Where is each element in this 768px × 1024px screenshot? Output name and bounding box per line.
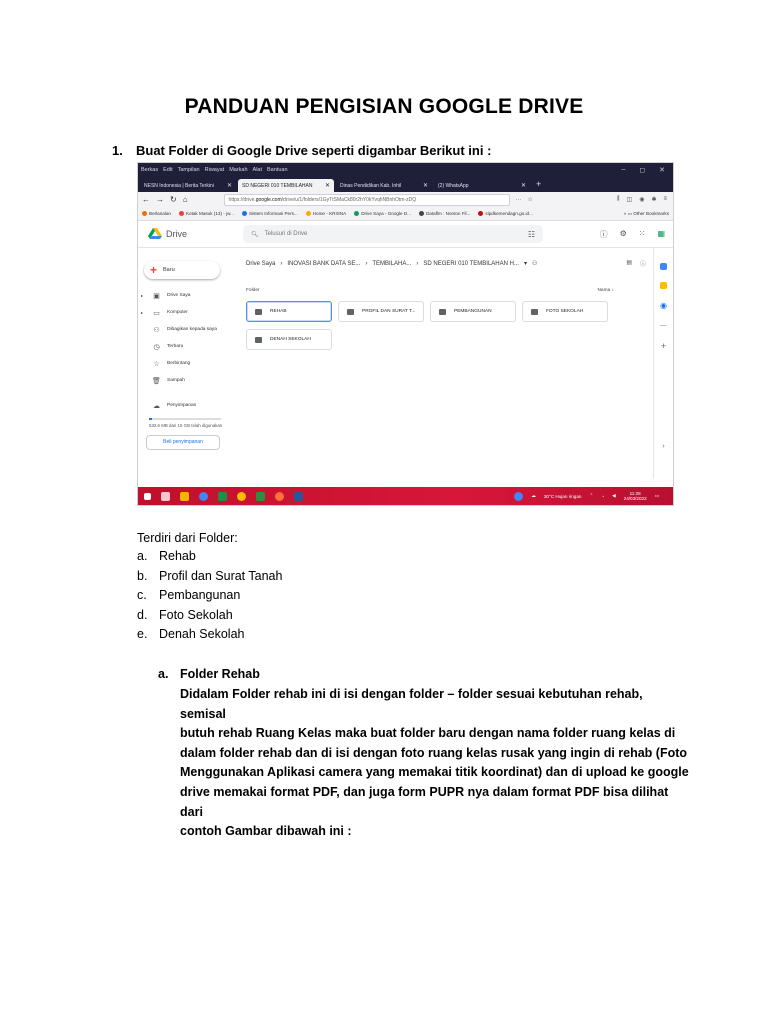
url-domain: google.com xyxy=(255,196,282,203)
breadcrumb-separator-icon: › xyxy=(416,260,419,267)
list-item-label: e. xyxy=(137,627,148,641)
menu-item[interactable]: Markah xyxy=(229,166,248,173)
drive-logo-icon xyxy=(148,228,162,240)
list-item-label: b. xyxy=(137,568,148,583)
breadcrumb-item[interactable]: TEMBILAHA... xyxy=(372,260,412,267)
breadcrumb-item[interactable]: INOVASI BANK DATA SE... xyxy=(287,260,361,267)
sidebar-item[interactable] xyxy=(138,338,233,355)
tab-label: (2) WhatsApp xyxy=(438,182,469,189)
step-1 xyxy=(112,143,491,158)
sidebar-item-label: Drive Saya xyxy=(167,293,191,298)
folder-icon xyxy=(255,337,262,343)
help-icon[interactable]: ⓘ xyxy=(599,229,608,239)
window-control-icon[interactable]: ◻ xyxy=(639,166,646,174)
list-item xyxy=(137,586,282,606)
expand-arrow-icon[interactable]: ▸ xyxy=(141,293,144,298)
expand-panel-icon[interactable]: › xyxy=(662,443,665,450)
section-a-heading xyxy=(158,665,260,685)
drive-header xyxy=(138,221,673,248)
browser-menubar xyxy=(138,163,673,176)
bookmark-icon xyxy=(142,211,147,216)
step-text: Buat Folder di Google Drive seperti digambar Berikut ini : xyxy=(136,143,492,158)
taskbar-app-icon[interactable] xyxy=(161,492,170,501)
folder-section-label: Folder xyxy=(246,288,260,293)
bookmark-item[interactable] xyxy=(419,211,470,216)
sidebar-item-icon: ▭ xyxy=(153,309,160,317)
drive-screenshot xyxy=(137,162,674,506)
taskbar-files-icon[interactable] xyxy=(180,492,189,501)
weather-text[interactable]: 30°C Hujan ringan xyxy=(543,493,582,499)
search-placeholder: Telusuri di Drive xyxy=(264,231,308,237)
add-addon-icon[interactable]: + xyxy=(660,341,667,351)
bookmark-star-icon[interactable]: ☆ xyxy=(527,197,533,203)
settings-icon[interactable]: ⚙ xyxy=(619,228,627,238)
volume-icon[interactable]: ◀ xyxy=(612,493,616,498)
paragraph-line: Didalam Folder rehab ini di isi dengan folder – folder sesuai kebutuhan rehab, semisal xyxy=(180,687,643,721)
window-control-icon[interactable]: ✕ xyxy=(659,166,665,174)
bookmark-label: Kotak Masuk (13) - jw... xyxy=(185,210,234,216)
folder-card[interactable] xyxy=(430,301,516,322)
divider-icon: — xyxy=(660,322,667,329)
url-prefix: https://drive. xyxy=(228,196,256,203)
step-number: 1. xyxy=(112,143,123,158)
clock[interactable] xyxy=(624,491,647,502)
bookmark-item[interactable] xyxy=(142,211,171,216)
cloud-icon: ☁ xyxy=(153,402,160,410)
bookmark-list xyxy=(142,211,533,216)
section-a-title: Folder Rehab xyxy=(180,667,260,681)
windows-start-icon[interactable] xyxy=(144,493,151,500)
window-controls xyxy=(621,166,673,174)
menu-item[interactable]: Riwayat xyxy=(204,166,225,173)
bookmark-item[interactable] xyxy=(478,211,533,216)
sidebar-item-icon: 🗑 xyxy=(152,377,161,385)
tray-app-icon[interactable] xyxy=(514,492,523,501)
menu-item[interactable]: Bantuan xyxy=(267,166,288,173)
breadcrumb-item[interactable]: SD NEGERI 010 TEMBILAHAN H... xyxy=(423,260,519,267)
folder-name: REHAB xyxy=(270,309,287,314)
paragraph-line: drive memakai format PDF, dan juga form PUPR nya dalam format PDF bisa dilihat dari xyxy=(180,784,669,819)
apps-grid-icon[interactable]: ⁙ xyxy=(638,228,646,238)
taskbar-firefox-icon[interactable] xyxy=(275,492,284,501)
library-icon[interactable]: ⫼ xyxy=(616,196,620,202)
list-item-text: Foto Sekolah xyxy=(159,607,233,622)
view-icons xyxy=(626,259,646,268)
browser-tab[interactable] xyxy=(140,179,236,192)
sidebar-item-label: Komputer xyxy=(167,310,188,315)
taskbar-chrome-icon[interactable] xyxy=(237,492,246,501)
close-icon[interactable]: ✕ xyxy=(226,183,232,189)
breadcrumb-separator-icon: › xyxy=(280,260,283,267)
menu-items xyxy=(141,167,288,173)
sidebar-item[interactable] xyxy=(138,304,233,321)
folder-intro: Terdiri dari Folder: xyxy=(137,531,238,545)
storage-progress-fill xyxy=(149,418,152,420)
calendar-icon[interactable] xyxy=(660,263,667,270)
taskbar-browser-icon[interactable] xyxy=(199,492,208,501)
browser-navbar xyxy=(138,192,673,207)
share-icon[interactable]: ⚇ xyxy=(532,261,538,267)
bookmark-icon xyxy=(179,211,184,216)
list-item-text: Rehab xyxy=(159,549,196,563)
folder-icon xyxy=(255,309,262,315)
list-item xyxy=(137,547,282,567)
toolbar-icons xyxy=(617,196,673,203)
paragraph-line: dalam folder rehab dan di isi dengan foto ruang kelas rusak yang ingin di rehab (Foto xyxy=(180,745,688,760)
folder-list xyxy=(137,547,282,645)
bookmark-label: Sistem Informasi Pers... xyxy=(248,210,298,216)
new-tab-icon[interactable]: + xyxy=(536,179,542,189)
folder-card[interactable] xyxy=(246,329,332,350)
bookmark-icon xyxy=(354,211,359,216)
bookmark-icon xyxy=(306,211,311,216)
taskbar-whatsapp-icon[interactable] xyxy=(256,492,265,501)
breadcrumb-item[interactable]: Drive Saya xyxy=(246,260,276,267)
list-item-text: Pembangunan xyxy=(159,588,241,602)
folder-name: FOTO SEKOLAH xyxy=(546,309,584,314)
bookmark-item[interactable] xyxy=(242,211,298,216)
close-icon[interactable]: ✕ xyxy=(422,183,428,189)
sidebar-item-label: Dibagikan kepada saya xyxy=(167,327,217,332)
sidebar-item-label: Terbaru xyxy=(167,344,184,349)
clock-time: 11:28 xyxy=(629,490,641,496)
tab-label: NESN Indonesia | Berita Terkini xyxy=(144,182,214,189)
list-item-label: d. xyxy=(137,607,148,622)
bookmarks-bar xyxy=(138,207,673,221)
bookmark-icon xyxy=(419,211,424,216)
menu-item[interactable]: Berkas xyxy=(141,166,159,173)
breadcrumb-items xyxy=(246,261,519,267)
system-tray xyxy=(514,491,673,502)
bookmark-label: sipdkemendagri.go.id... xyxy=(485,210,533,216)
close-icon[interactable]: ✕ xyxy=(324,183,330,189)
folder-name: PROFIL DAN SURAT T... xyxy=(362,309,416,314)
weather-icon: ☁ xyxy=(531,493,536,498)
sidebar-item-icon: ◷ xyxy=(153,343,160,351)
sidebar-item[interactable] xyxy=(138,372,233,389)
search-options-icon[interactable]: ☷ xyxy=(527,229,535,239)
tab-list xyxy=(140,179,530,192)
sidebar-icon[interactable]: ◫ xyxy=(626,197,633,203)
taskbar-excel-icon[interactable] xyxy=(218,492,227,501)
drive-main xyxy=(246,259,646,350)
list-item-text: Denah Sekolah xyxy=(159,627,245,641)
bookmark-label: Berlanalan xyxy=(149,210,171,216)
bookmark-label: Dataflm : Nonton Fil... xyxy=(425,210,471,216)
url-bar[interactable] xyxy=(224,194,510,206)
account-avatar[interactable]: ▦ xyxy=(657,228,665,238)
folder-name: PEMBANGUNAN xyxy=(454,309,492,314)
list-item xyxy=(137,606,282,626)
more-icon[interactable]: ··· xyxy=(515,196,522,203)
breadcrumb xyxy=(246,259,646,268)
extension-icon[interactable]: ✱ xyxy=(651,197,657,203)
folder-icon xyxy=(347,309,354,315)
drive-logo[interactable] xyxy=(138,228,243,240)
folder-grid xyxy=(246,301,646,350)
drive-sidebar xyxy=(138,247,233,450)
other-bookmarks[interactable]: » ▭ Other Bookmarks xyxy=(623,210,669,216)
breadcrumb-separator-icon: › xyxy=(365,260,368,267)
header-icons xyxy=(600,229,673,240)
keep-icon[interactable] xyxy=(660,282,667,289)
buy-storage-button[interactable]: Beli penyimpanan xyxy=(146,435,220,450)
sidebar-item-label: Berbintang xyxy=(167,361,191,366)
side-panel xyxy=(653,247,673,479)
plus-icon: + xyxy=(150,263,158,277)
storage-progress xyxy=(149,418,221,420)
bookmark-item[interactable] xyxy=(179,211,234,216)
sidebar-item[interactable] xyxy=(138,355,233,372)
sidebar-item-icon: ▣ xyxy=(153,292,160,300)
browser-tabbar xyxy=(138,176,673,192)
bookmark-item[interactable] xyxy=(306,211,346,216)
tray-chevron-icon[interactable]: ⌃ xyxy=(589,493,594,498)
section-a-paragraph xyxy=(180,685,690,842)
storage-text: 532,6 MB dari 15 GB telah digunakan xyxy=(149,423,223,428)
tab-label: Dinas Pendidikan Kab. Inhil xyxy=(340,182,402,189)
folder-name: DENAH SEKOLAH xyxy=(270,337,311,342)
paragraph-line: butuh rehab Ruang Kelas maka buat folder baru dengan nama folder ruang kelas di xyxy=(180,726,676,741)
windows-taskbar xyxy=(138,487,673,505)
sidebar-item-storage[interactable] xyxy=(138,397,233,414)
info-icon[interactable]: ⓘ xyxy=(639,262,646,268)
home-icon[interactable]: ⌂ xyxy=(182,195,188,204)
wifi-icon[interactable]: ◔ xyxy=(601,493,605,499)
paragraph-line: contoh Gambar dibawah ini : xyxy=(180,824,352,839)
sidebar-item-icon: ⚇ xyxy=(153,326,160,334)
tasks-icon[interactable]: ◉ xyxy=(660,301,667,310)
close-icon[interactable]: ✕ xyxy=(520,183,526,189)
folder-card[interactable] xyxy=(522,301,608,322)
storage-label: Penyimpanan xyxy=(167,403,197,408)
menu-item[interactable]: Alat xyxy=(252,166,263,173)
browser-tab[interactable] xyxy=(434,179,530,192)
sidebar-item[interactable] xyxy=(138,287,233,304)
folder-icon xyxy=(439,309,446,315)
bookmark-label: Home - KRISNA xyxy=(312,210,347,216)
menu-item[interactable]: Tampilan xyxy=(177,166,200,173)
list-view-icon[interactable]: ▤ xyxy=(626,260,632,266)
back-icon[interactable]: ← xyxy=(142,195,150,204)
url-path: /drive/u/1/folders/1GyTtSMaCk80r2hY0kYvqhNBnhOtm-zDQ xyxy=(281,196,417,203)
new-button[interactable] xyxy=(144,261,220,279)
sidebar-item-label: Sampah xyxy=(167,378,185,383)
sidebar-nav xyxy=(138,287,233,389)
sidebar-item-icon: ☆ xyxy=(153,360,160,368)
browser-tab[interactable] xyxy=(238,179,334,192)
new-button-label: Baru xyxy=(163,267,175,273)
menu-icon[interactable]: ≡ xyxy=(663,196,667,202)
list-item xyxy=(137,625,282,645)
folder-card[interactable] xyxy=(338,301,424,322)
folder-header xyxy=(246,288,646,293)
expand-arrow-icon[interactable]: ▸ xyxy=(141,310,144,315)
reload-icon[interactable]: ↻ xyxy=(170,195,177,204)
bookmark-item[interactable] xyxy=(354,211,411,216)
sidebar-item[interactable] xyxy=(138,321,233,338)
clock-date: 24/03/2022 xyxy=(623,496,647,501)
browser-tab[interactable] xyxy=(336,179,432,192)
bookmark-label: Drive Saya - Google D... xyxy=(361,210,411,216)
taskbar-word-icon[interactable] xyxy=(294,492,303,501)
drive-title: Drive xyxy=(166,229,188,239)
sort-control[interactable]: Nama ↓ xyxy=(597,288,614,293)
list-item xyxy=(137,567,282,587)
forward-icon[interactable]: → xyxy=(156,195,164,204)
window-control-icon[interactable]: – xyxy=(621,165,626,173)
list-item-label: a. xyxy=(137,549,148,563)
paragraph-line: Menggunakan Aplikasi camera yang memakai titik koordinat) dan di upload ke google xyxy=(180,765,689,780)
menu-item[interactable]: Edit xyxy=(163,166,173,173)
page-title: PANDUAN PENGISIAN GOOGLE DRIVE xyxy=(184,95,584,118)
list-item-text: Profil dan Surat Tanah xyxy=(159,568,283,583)
drive-search-input[interactable] xyxy=(243,225,543,243)
tab-label: SD NEGERI 010 TEMBILAHAN xyxy=(242,182,313,189)
folder-card[interactable] xyxy=(246,301,332,322)
folder-icon xyxy=(531,309,538,315)
bookmark-icon xyxy=(478,211,483,216)
list-item-label: c. xyxy=(137,588,147,602)
notification-icon[interactable]: ▭ xyxy=(654,493,659,498)
bookmark-icon xyxy=(242,211,247,216)
search-icon: 🔍︎ xyxy=(251,231,259,238)
account-icon[interactable]: ◉ xyxy=(639,197,645,203)
section-a-label: a. xyxy=(158,667,169,681)
chevron-down-icon[interactable]: ▾ xyxy=(523,261,527,267)
